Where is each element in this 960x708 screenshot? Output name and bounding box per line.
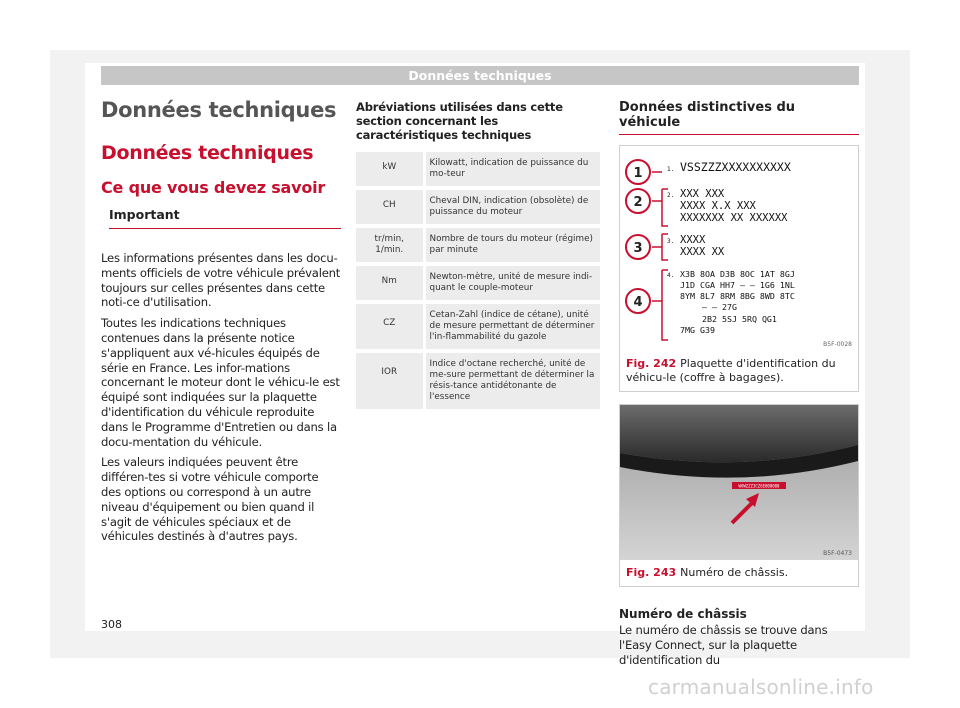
important-heading: Important <box>109 207 341 229</box>
subsection-title: Ce que vous devez savoir <box>101 178 326 197</box>
paragraph: Le numéro de châssis se trouve dans l'Easy Connect, sur la plaquette d'identification du <box>619 623 828 667</box>
table-row <box>356 226 600 264</box>
plate-line: 2B2 5SJ 5RQ QG1 <box>702 314 777 324</box>
plate-line: 8YM 8L7 8RM 8BG 8WD 8TC <box>680 291 795 301</box>
plate-diagram <box>620 146 858 351</box>
plate-line: – – 27G <box>702 302 737 312</box>
figure-243 <box>619 404 859 587</box>
right-column <box>619 100 859 673</box>
figure-caption <box>620 560 858 586</box>
table-row <box>356 302 600 351</box>
desc-cell: Kilowatt, indication de puissance du mo-teur <box>424 152 600 188</box>
chassis-photo <box>620 405 858 560</box>
chapter-title: Données techniques <box>101 98 337 122</box>
plate-line: X3B 8OA D3B 8OC 1AT 8GJ <box>680 269 795 279</box>
figure-242 <box>619 145 859 392</box>
table-row <box>356 264 600 302</box>
table-row <box>356 188 600 226</box>
windshield-image <box>620 405 858 560</box>
abbr-cell: CZ <box>356 302 424 351</box>
plate-line-num: 3. <box>667 238 675 245</box>
abbreviation-table <box>356 152 600 413</box>
plate-line: XXXX X.X XXX <box>680 200 756 212</box>
plate-line: XXX XXX <box>680 188 725 200</box>
figure-number: Fig. 243 <box>626 566 677 579</box>
page-number: 308 <box>101 618 122 631</box>
paragraph: Les informations présentes dans les docu-ments officiels de votre véhicule prévalent toujours sur celles présentes dans cette noti-ce d'utilisation. <box>101 251 341 310</box>
plate-line: 7MG G39 <box>680 325 715 335</box>
desc-cell: Cheval DIN, indication (obsolète) de puissance du moteur <box>424 188 600 226</box>
marker-1: 1 <box>633 166 643 181</box>
plate-line-num: 2. <box>667 192 675 199</box>
desc-cell: Nombre de tours du moteur (régime) par minute <box>424 226 600 264</box>
identification-plate <box>620 146 858 351</box>
section-heading: Données distinctives du véhicule <box>619 100 859 135</box>
desc-cell: Newton-mètre, unité de mesure indi-quant le couple-moteur <box>424 264 600 302</box>
figure-code: B5F-0028 <box>823 341 852 348</box>
abbr-cell: CH <box>356 188 424 226</box>
desc-cell: Cetan-Zahl (indice de cétane), unité de mesure permettant de déterminer l'in-flammabilité du gazole <box>424 302 600 351</box>
marker-2: 2 <box>633 195 643 210</box>
desc-cell: Indice d'octane recherché, unité de me-sure permettant de déterminer la résis-tance antidétonante de l'essence <box>424 351 600 411</box>
plate-line: J1D CGA HH7 – – 1G6 1NL <box>680 280 795 290</box>
figure-caption-text: Plaquette d'identification du véhicu-le (coffre à bagages). <box>626 357 836 384</box>
table-row <box>356 152 600 188</box>
middle-column <box>356 100 600 413</box>
plate-line: XXXXXXX XX XXXXXX <box>680 212 788 224</box>
left-column <box>101 98 341 550</box>
table-title: Abréviations utilisées dans cette section concernant les caractéristiques techniques <box>356 100 563 142</box>
figure-number: Fig. 242 <box>626 357 677 370</box>
table-row <box>356 351 600 411</box>
marker-4: 4 <box>633 295 643 310</box>
abbr-cell: kW <box>356 152 424 188</box>
abbr-cell: Nm <box>356 264 424 302</box>
plate-line: XXXX <box>680 234 706 246</box>
chassis-subheading: Numéro de châssis <box>619 607 747 621</box>
abbr-cell: tr/min, 1/min. <box>356 226 424 264</box>
running-header: Données techniques <box>101 66 859 85</box>
section-title: Données techniques <box>101 142 314 164</box>
marker-3: 3 <box>633 241 643 256</box>
abbr-cell: IOR <box>356 351 424 411</box>
figure-code: B5F-0473 <box>823 550 852 557</box>
figure-caption <box>620 351 858 391</box>
plate-line: VSSZZZXXXXXXXXXX <box>680 160 791 174</box>
plate-line: XXXX XX <box>680 246 725 258</box>
plate-line-num: 4. <box>667 272 675 279</box>
paragraph: Les valeurs indiquées peuvent être différen-tes si votre véhicule comporte des options ou correspond à un autre niveau d'équipement ou bien quand il s'agit de véhicules spéciaux et de véhicules destinés à d'autres pays. <box>101 455 319 544</box>
paragraph: Toutes les indications techniques contenues dans la présente notice s'appliquent aux vé-hicules équipés de série en France. Les infor-mations concernant le moteur dont le véhicu-le est équipé sont indiquées sur la plaquette d'identification du véhicule reproduite dans le Programme d'Entretien ou dans la docu-mentation du véhicule. <box>101 316 340 449</box>
figure-caption-text: Numéro de châssis. <box>680 566 789 579</box>
chassis-number-label: WVWZZZ3CZ6E000000 <box>738 483 780 489</box>
plate-line-num: 1. <box>667 166 675 173</box>
watermark: carmanualsonline.info <box>648 675 874 699</box>
